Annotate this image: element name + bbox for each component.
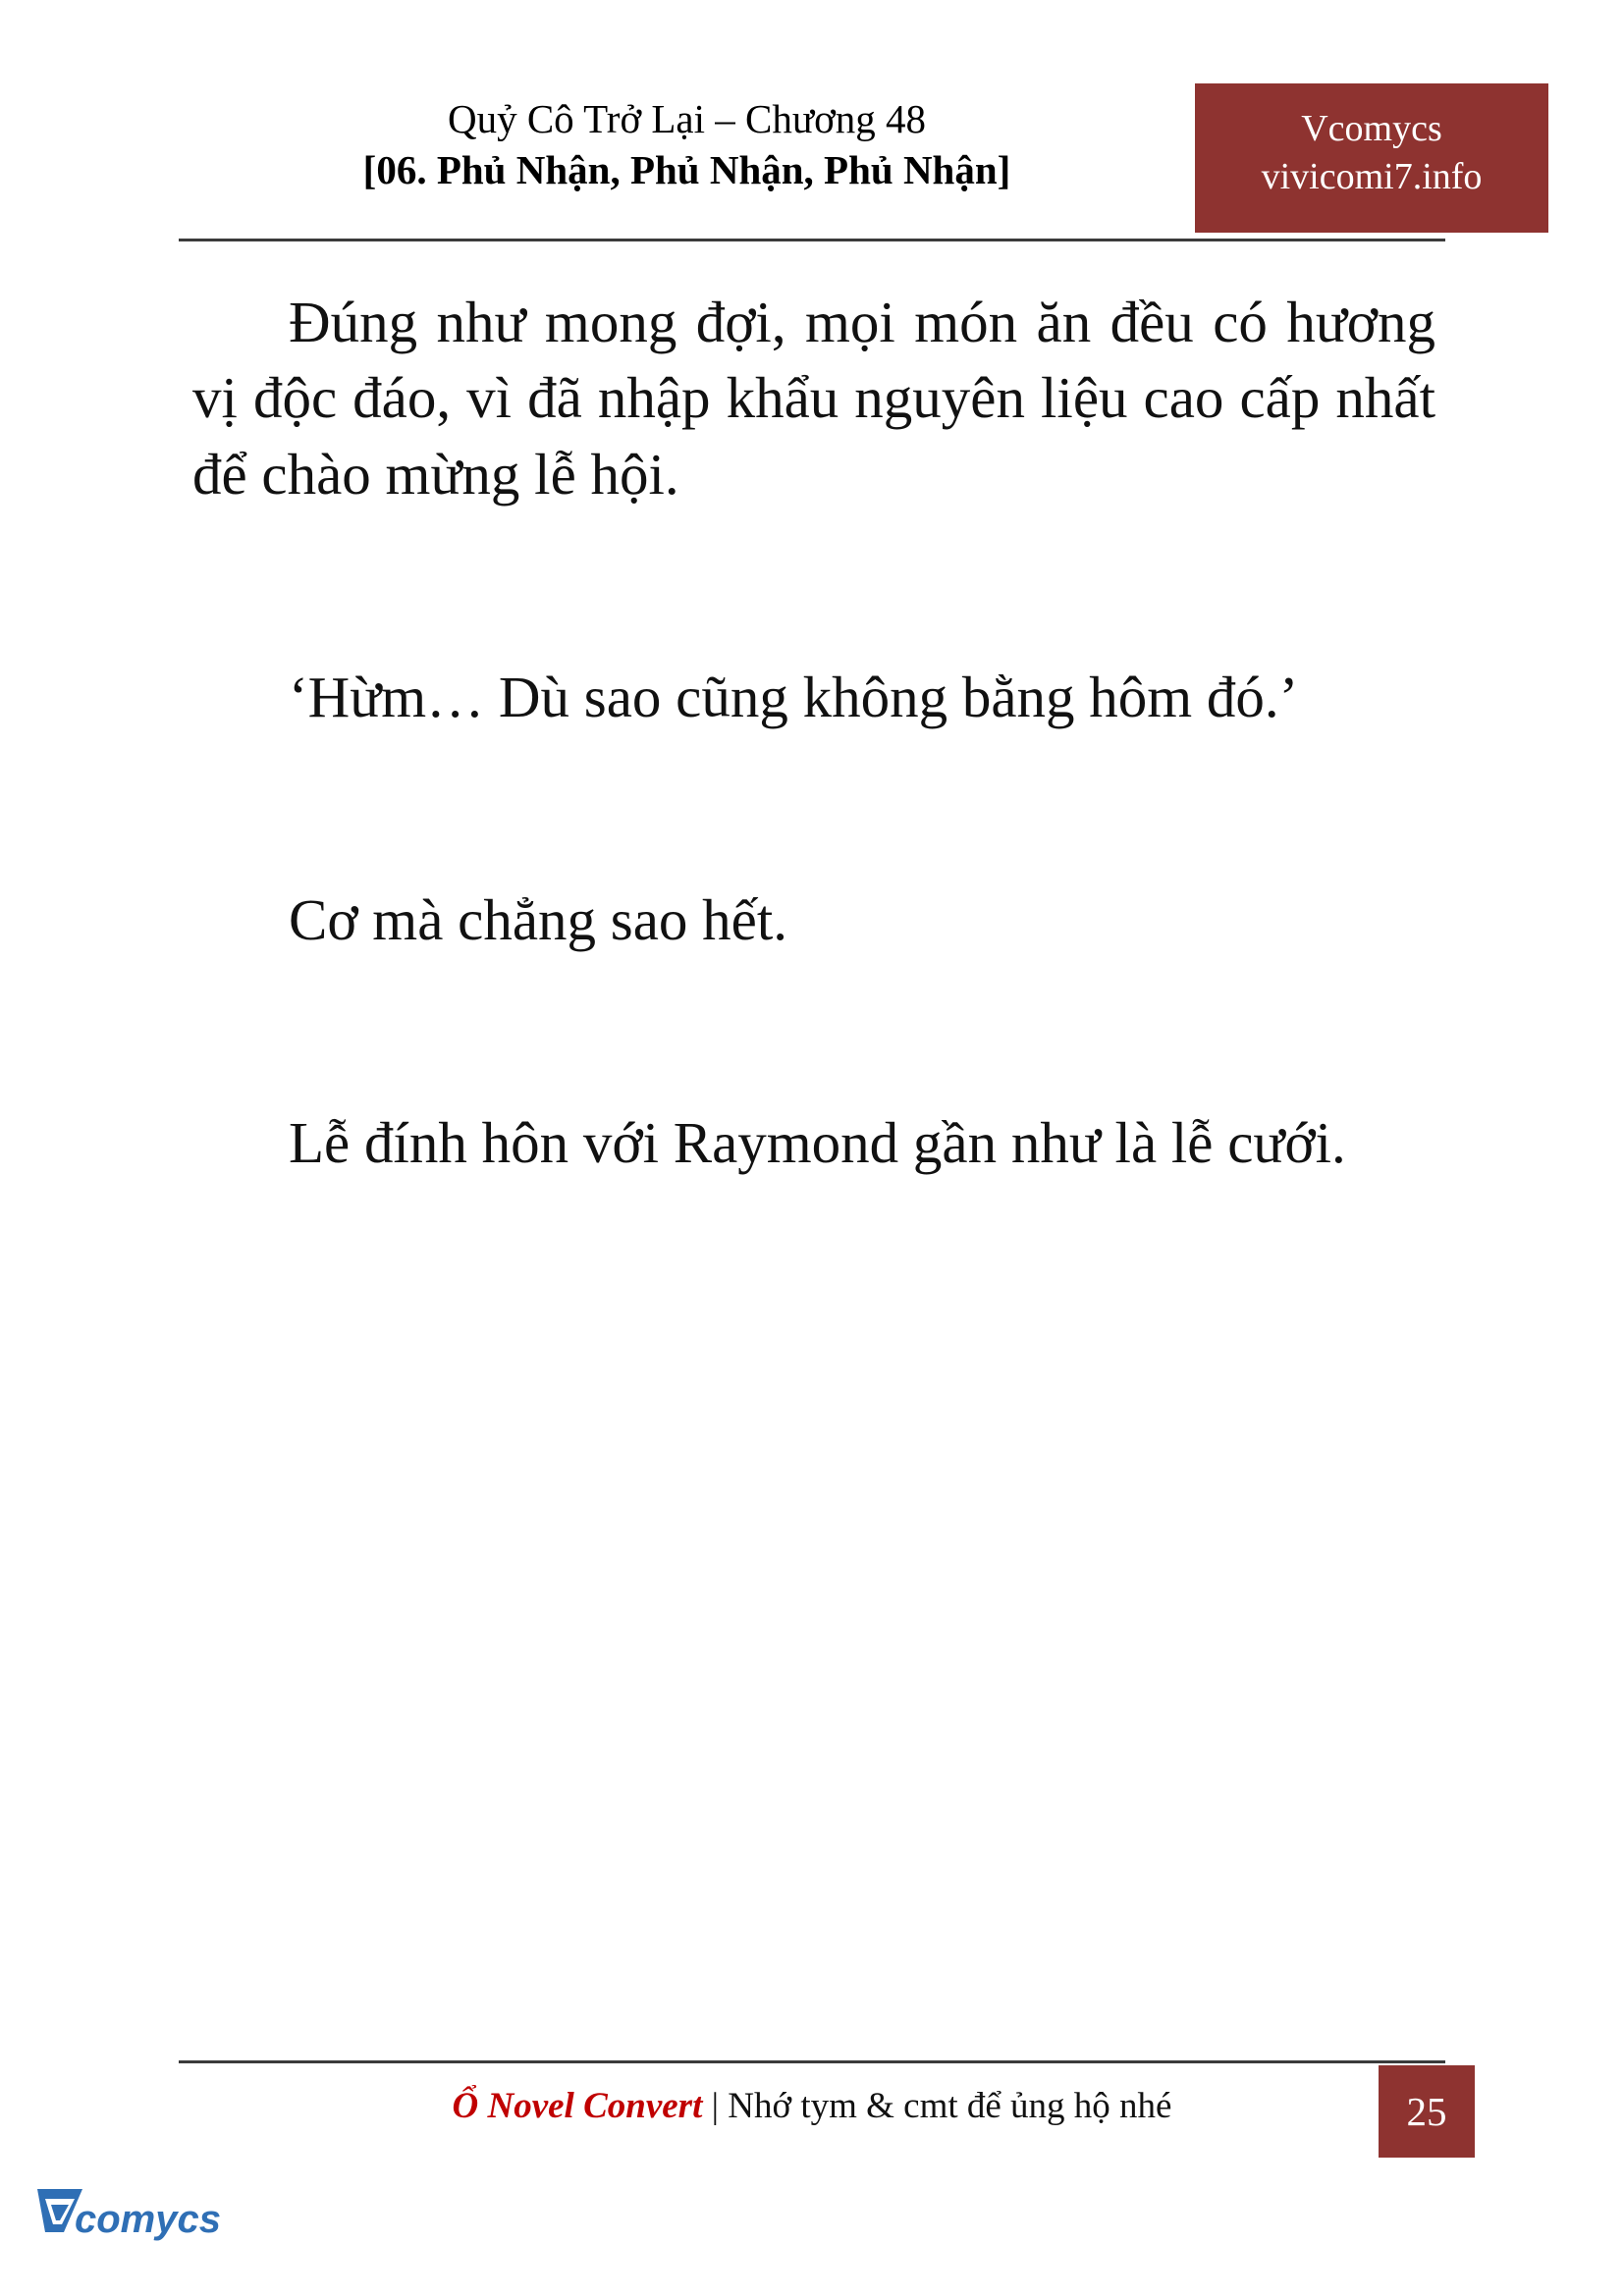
footer-separator: | [702, 2086, 729, 2126]
paragraph: Lễ đính hôn với Raymond gần như là lễ cưới. [289, 1110, 1346, 1176]
header-title-block [179, 93, 1195, 196]
page-content [192, 285, 1435, 1182]
site-badge [1195, 83, 1548, 233]
paragraph: Đúng như mong đợi, mọi món ăn đều có hương vị độc đáo, vì đã nhập khẩu nguyên liệu cao cấp nhất để chào mừng lễ hội. [192, 290, 1435, 507]
header-divider [179, 239, 1445, 241]
site-badge-url: vivicomi7.info [1261, 156, 1483, 198]
chapter-title: Quỷ Cô Trở Lại – Chương 48 [447, 96, 927, 141]
page-number: 25 [1379, 2065, 1475, 2158]
footer-note: Nhớ tym & cmt để ủng hộ nhé [728, 2086, 1172, 2126]
paragraph: ‘Hừm… Dù sao cũng không bằng hôm đó.’ [289, 664, 1299, 729]
svg-text:comycs: comycs [75, 2198, 221, 2241]
paragraph: Cơ mà chẳng sao hết. [289, 887, 787, 953]
page-footer [179, 2073, 1445, 2154]
page-header [179, 93, 1483, 240]
site-badge-name: Vcomycs [1301, 108, 1442, 149]
vcomycs-watermark-logo [31, 2181, 277, 2269]
footer-divider [179, 2060, 1445, 2063]
footer-brand: Ổ Novel Convert [452, 2086, 703, 2126]
footer-note-line [267, 2085, 1357, 2127]
chapter-subtitle: [06. Phủ Nhận, Phủ Nhận, Phủ Nhận] [362, 147, 1011, 193]
